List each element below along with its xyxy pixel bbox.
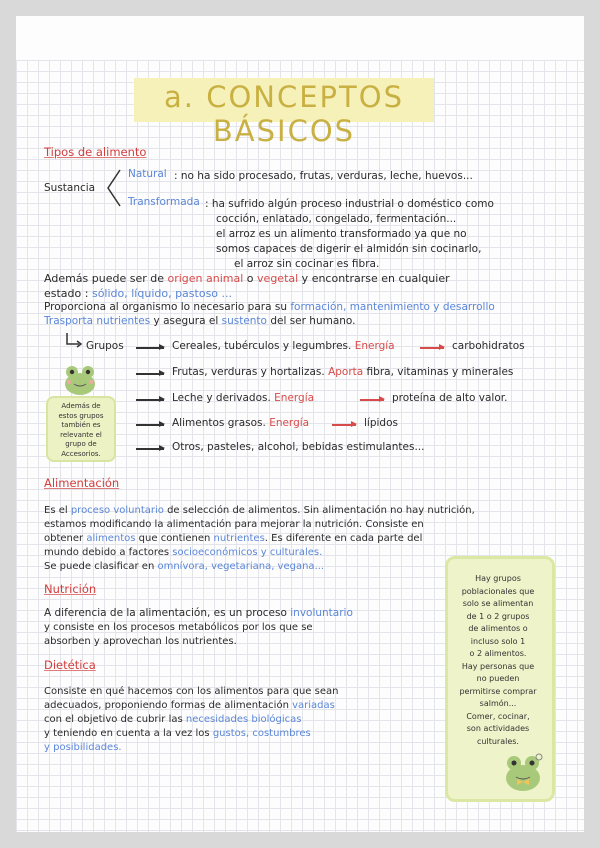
text-span: Además puede ser de — [44, 272, 168, 285]
transformada-line: somos capaces de digerir el almidón sin cocinarlo, — [216, 243, 482, 255]
note-line: permitirse comprar — [459, 686, 537, 696]
corner-arrow-icon — [64, 332, 84, 350]
note-line: incluso solo 1 — [470, 636, 526, 646]
text-span: Trasporta nutrientes — [44, 315, 151, 327]
note-line: culturales. — [477, 736, 519, 746]
text-span: socioeconómicos y culturales. — [172, 547, 323, 558]
heading-alimentacion: Alimentación — [44, 476, 120, 490]
page-header-band — [16, 16, 584, 60]
dietetica-line-1: Consiste en qué hacemos con los alimentos para que sean — [44, 686, 339, 697]
frog-bow-sticker-icon — [500, 751, 546, 793]
text-span: origen animal — [167, 272, 244, 285]
transformada-line: cocción, enlatado, congelado, fermentación... — [216, 213, 457, 225]
alimentacion-line-3 — [44, 533, 422, 544]
arrow-icon — [332, 424, 356, 426]
alimentacion-line-5 — [44, 561, 324, 572]
text-span: Aporta — [328, 366, 364, 378]
note-line: poblacionales que — [461, 586, 535, 596]
note-line: Accesorios. — [61, 449, 101, 458]
note-line: o 2 alimentos. — [469, 649, 527, 658]
note-line: son actividades — [466, 724, 530, 733]
transformada-line: el arroz sin cocinar es fibra. — [234, 258, 380, 270]
arrow-icon — [420, 347, 444, 349]
text-span: formación, mantenimiento y desarrollo — [290, 301, 495, 313]
note-line: estos grupos — [58, 411, 104, 420]
text-span: que contienen — [135, 533, 214, 544]
text-span: vegetal — [257, 272, 299, 285]
alimentacion-line-1 — [44, 505, 475, 516]
text-span: Cereales, tubérculos y legumbres. — [172, 340, 352, 352]
text-span: de selección de alimentos. Sin alimentación no hay nutrición, — [163, 505, 475, 516]
text-span: estado : — [44, 287, 92, 300]
text-span: Leche y derivados. — [172, 392, 271, 404]
note-line: también es — [61, 421, 101, 429]
heading-nutricion: Nutrición — [44, 582, 97, 596]
dietetica-line-4 — [44, 728, 311, 739]
heading-tipos: Tipos de alimento — [44, 145, 147, 159]
text-span: sólido, líquido, pastoso ... — [91, 287, 233, 300]
text-span: y encontrarse en cualquier — [298, 272, 450, 285]
side-note-right-text — [452, 573, 544, 748]
text-span: del ser humano. — [266, 315, 356, 327]
text-span: gustos, costumbres — [212, 728, 311, 739]
text-span: Se puede clasificar en — [44, 561, 158, 572]
note-line: de alimentos o — [468, 624, 528, 633]
note-line: Hay personas que — [461, 661, 535, 671]
origen-line-2 — [44, 287, 232, 300]
text-span: . Es diferente en cada parte del — [264, 533, 423, 544]
grupos-label: Grupos — [86, 340, 124, 352]
arrow-icon — [136, 424, 164, 426]
text-span: Proporciona al organismo lo necesario para su — [44, 301, 291, 313]
origen-line-4 — [44, 315, 356, 327]
text-span: con el objetivo de cubrir las — [44, 714, 186, 725]
note-line: grupo de — [65, 440, 97, 448]
dietetica-line-5: y posibilidades. — [44, 742, 122, 753]
natural-text: : no ha sido procesado, frutas, verduras, leche, huevos... — [174, 170, 473, 182]
text-span: nutrientes — [213, 533, 265, 544]
frog-sticker-icon — [60, 362, 100, 396]
text-span: adecuados, proponiendo formas de alimentación — [44, 700, 293, 711]
grupo-row-1-result: carbohidratos — [452, 340, 525, 352]
text-span: variadas — [292, 700, 335, 711]
grupo-row-1 — [172, 340, 395, 352]
side-note-left-text — [48, 402, 114, 459]
page-title: a. CONCEPTOS BÁSICOS — [164, 80, 404, 148]
text-span: necesidades biológicas — [185, 714, 302, 725]
arrow-icon — [360, 399, 384, 401]
side-note-right — [445, 556, 555, 802]
text-span: Frutas, verduras y hortalizas. — [172, 366, 325, 378]
note-line: Además de — [61, 402, 101, 410]
transformada-line: el arroz es un alimento transformado ya que no — [216, 228, 467, 240]
note-line: de 1 o 2 grupos — [466, 611, 530, 621]
note-line: salmón... — [479, 699, 517, 708]
grupo-row-3 — [172, 392, 314, 404]
alimentacion-line-4 — [44, 547, 322, 558]
text-span: Es el — [44, 505, 71, 516]
note-line: Comer, cocinar, — [466, 711, 530, 721]
text-span: proceso voluntario — [70, 505, 164, 516]
grupo-row-2 — [172, 366, 513, 378]
text-span: Energía — [354, 340, 395, 352]
text-span: Energía — [269, 417, 310, 429]
transformada-line: : ha sufrido algún proceso industrial o doméstico como — [205, 198, 494, 210]
dietetica-line-2 — [44, 700, 335, 711]
note-line: relevante el — [60, 430, 102, 439]
arrow-icon — [136, 448, 164, 450]
heading-dietetica: Dietética — [44, 658, 96, 672]
natural-label: Natural — [128, 168, 167, 180]
note-line: solo se alimentan — [462, 599, 534, 608]
grupo-row-4 — [172, 417, 309, 429]
arrow-icon — [136, 399, 164, 401]
nutricion-line-1 — [44, 607, 353, 619]
note-line: no pueden — [476, 674, 520, 683]
text-span: A diferencia de la alimentación, es un proceso — [44, 607, 291, 619]
side-note-left — [46, 396, 116, 462]
note-line: Hay grupos — [475, 574, 521, 583]
origen-line-1 — [44, 272, 450, 285]
brace-icon — [104, 168, 122, 208]
alimentacion-line-2: estamos modificando la alimentación para mejorar la nutrición. Consiste en — [44, 519, 424, 530]
text-span: y teniendo en cuenta a la vez los — [44, 728, 213, 739]
text-span: involuntario — [290, 607, 353, 619]
transformada-label: Transformada — [128, 196, 200, 208]
text-span: obtener — [44, 533, 87, 544]
grupo-row-3-result: proteína de alto valor. — [392, 392, 508, 404]
text-span: y asegura el — [150, 315, 222, 327]
text-span: fibra, vitaminas y minerales — [366, 366, 514, 378]
text-span: sustento — [221, 315, 267, 327]
text-span: mundo debido a factores — [44, 547, 173, 558]
origen-line-3 — [44, 301, 495, 313]
dietetica-line-3 — [44, 714, 302, 725]
arrow-icon — [136, 373, 164, 375]
text-span: alimentos — [86, 533, 136, 544]
text-span: Alimentos grasos. — [172, 417, 266, 429]
nutricion-line-3: absorben y aprovechan los nutrientes. — [44, 636, 237, 647]
sustancia-label: Sustancia — [44, 182, 96, 194]
text-span: o — [243, 272, 258, 285]
arrow-icon — [136, 347, 164, 349]
nutricion-line-2: y consiste en los procesos metabólicos por los que se — [44, 622, 313, 633]
grupo-row-4-result: lípidos — [364, 417, 398, 429]
text-span: Energía — [274, 392, 315, 404]
grupo-row-5: Otros, pasteles, alcohol, bebidas estimulantes... — [172, 441, 425, 453]
text-span: omnívora, vegetariana, vegana... — [157, 561, 325, 572]
